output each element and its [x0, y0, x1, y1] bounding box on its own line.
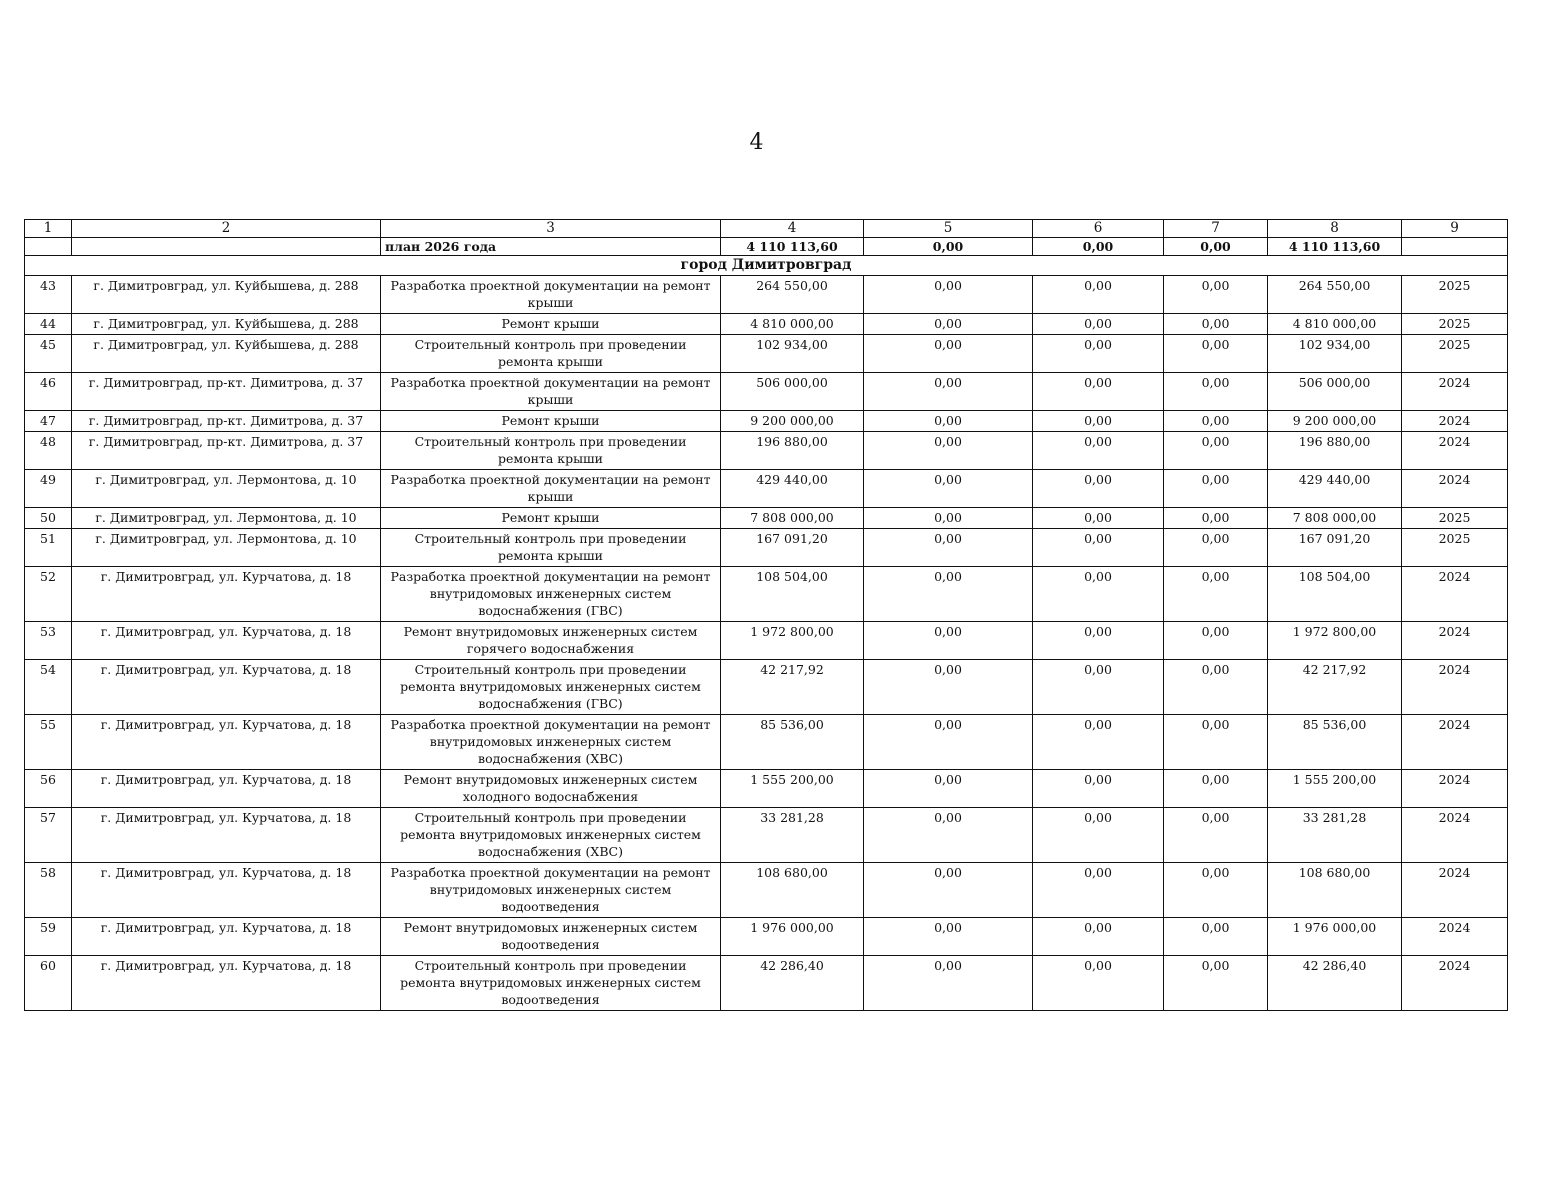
value-cell: 0,00 [1033, 373, 1164, 411]
row-number: 57 [25, 808, 72, 863]
column-number: 3 [381, 220, 721, 238]
address-cell: г. Димитровград, ул. Лермонтова, д. 10 [72, 508, 381, 529]
value-cell: 0,00 [1164, 432, 1268, 470]
year-cell: 2024 [1402, 863, 1508, 918]
table-row [25, 808, 1508, 863]
table-row [25, 622, 1508, 660]
plan-total-row [25, 238, 1508, 256]
year-cell: 2024 [1402, 622, 1508, 660]
total-cost-cell: 4 810 000,00 [721, 314, 864, 335]
table-row [25, 863, 1508, 918]
year-cell: 2024 [1402, 808, 1508, 863]
value-cell: 0,00 [864, 863, 1033, 918]
value-cell: 0,00 [864, 660, 1033, 715]
address-cell: г. Димитровград, ул. Курчатова, д. 18 [72, 660, 381, 715]
table-row [25, 956, 1508, 1011]
address-cell: г. Димитровград, пр-кт. Димитрова, д. 37 [72, 411, 381, 432]
table-row [25, 470, 1508, 508]
value-cell: 0,00 [864, 567, 1033, 622]
work-type-cell: Ремонт внутридомовых инженерных систем водоотведения [381, 918, 721, 956]
total-cost-cell: 42 286,40 [721, 956, 864, 1011]
value-cell: 0,00 [1033, 276, 1164, 314]
fund-cost-cell: 42 217,92 [1268, 660, 1402, 715]
value-cell: 0,00 [1164, 567, 1268, 622]
row-number: 46 [25, 373, 72, 411]
value-cell: 0,00 [864, 335, 1033, 373]
plan-fund-cost: 4 110 113,60 [1268, 238, 1402, 256]
total-cost-cell: 9 200 000,00 [721, 411, 864, 432]
work-type-cell: Разработка проектной документации на ремонт внутридомовых инженерных систем водоснабжения (ХВС) [381, 715, 721, 770]
table-row [25, 411, 1508, 432]
column-number: 2 [72, 220, 381, 238]
column-number: 4 [721, 220, 864, 238]
year-cell: 2024 [1402, 567, 1508, 622]
total-cost-cell: 85 536,00 [721, 715, 864, 770]
address-cell: г. Димитровград, ул. Лермонтова, д. 10 [72, 470, 381, 508]
value-cell: 0,00 [1164, 314, 1268, 335]
value-cell: 0,00 [864, 956, 1033, 1011]
work-type-cell: Строительный контроль при проведении ремонта внутридомовых инженерных систем водоотведения [381, 956, 721, 1011]
value-cell: 0,00 [1033, 622, 1164, 660]
total-cost-cell: 1 555 200,00 [721, 770, 864, 808]
row-number: 49 [25, 470, 72, 508]
total-cost-cell: 1 972 800,00 [721, 622, 864, 660]
table-row [25, 715, 1508, 770]
row-number: 55 [25, 715, 72, 770]
plan-value: 0,00 [1164, 238, 1268, 256]
total-cost-cell: 196 880,00 [721, 432, 864, 470]
plan-total-cost: 4 110 113,60 [721, 238, 864, 256]
value-cell: 0,00 [1033, 432, 1164, 470]
table-row [25, 314, 1508, 335]
address-cell: г. Димитровград, ул. Курчатова, д. 18 [72, 863, 381, 918]
value-cell: 0,00 [864, 622, 1033, 660]
table-row [25, 770, 1508, 808]
value-cell: 0,00 [1033, 918, 1164, 956]
value-cell: 0,00 [1164, 770, 1268, 808]
value-cell: 0,00 [864, 808, 1033, 863]
column-number: 1 [25, 220, 72, 238]
address-cell: г. Димитровград, ул. Курчатова, д. 18 [72, 808, 381, 863]
table-row [25, 567, 1508, 622]
value-cell: 0,00 [864, 276, 1033, 314]
table-row [25, 335, 1508, 373]
value-cell: 0,00 [864, 411, 1033, 432]
value-cell: 0,00 [1164, 622, 1268, 660]
year-cell: 2024 [1402, 956, 1508, 1011]
row-number: 60 [25, 956, 72, 1011]
value-cell: 0,00 [1164, 508, 1268, 529]
table-row [25, 276, 1508, 314]
address-cell: г. Димитровград, ул. Курчатова, д. 18 [72, 918, 381, 956]
fund-cost-cell: 196 880,00 [1268, 432, 1402, 470]
value-cell: 0,00 [864, 373, 1033, 411]
fund-cost-cell: 167 091,20 [1268, 529, 1402, 567]
row-number: 52 [25, 567, 72, 622]
work-type-cell: Ремонт внутридомовых инженерных систем горячего водоснабжения [381, 622, 721, 660]
value-cell: 0,00 [1164, 411, 1268, 432]
column-number: 5 [864, 220, 1033, 238]
column-number: 8 [1268, 220, 1402, 238]
value-cell: 0,00 [864, 508, 1033, 529]
fund-cost-cell: 9 200 000,00 [1268, 411, 1402, 432]
value-cell: 0,00 [1164, 863, 1268, 918]
value-cell: 0,00 [1033, 567, 1164, 622]
work-type-cell: Разработка проектной документации на ремонт крыши [381, 276, 721, 314]
work-type-cell: Ремонт крыши [381, 411, 721, 432]
work-type-cell: Ремонт внутридомовых инженерных систем холодного водоснабжения [381, 770, 721, 808]
year-cell: 2025 [1402, 335, 1508, 373]
column-number-header-row [25, 220, 1508, 238]
value-cell: 0,00 [1164, 715, 1268, 770]
fund-cost-cell: 1 555 200,00 [1268, 770, 1402, 808]
year-cell: 2024 [1402, 715, 1508, 770]
total-cost-cell: 167 091,20 [721, 529, 864, 567]
value-cell: 0,00 [1033, 715, 1164, 770]
table-row [25, 373, 1508, 411]
value-cell: 0,00 [1033, 660, 1164, 715]
total-cost-cell: 102 934,00 [721, 335, 864, 373]
address-cell: г. Димитровград, ул. Курчатова, д. 18 [72, 770, 381, 808]
value-cell: 0,00 [864, 432, 1033, 470]
plan-empty-cell [25, 238, 72, 256]
year-cell: 2024 [1402, 660, 1508, 715]
year-cell: 2025 [1402, 276, 1508, 314]
plan-label: план 2026 года [381, 238, 721, 256]
work-type-cell: Строительный контроль при проведении ремонта внутридомовых инженерных систем водоснабжения (ГВС) [381, 660, 721, 715]
table-row [25, 508, 1508, 529]
value-cell: 0,00 [1033, 956, 1164, 1011]
year-cell: 2024 [1402, 411, 1508, 432]
value-cell: 0,00 [1033, 808, 1164, 863]
row-number: 48 [25, 432, 72, 470]
row-number: 50 [25, 508, 72, 529]
address-cell: г. Димитровград, ул. Курчатова, д. 18 [72, 567, 381, 622]
value-cell: 0,00 [864, 770, 1033, 808]
value-cell: 0,00 [1033, 314, 1164, 335]
address-cell: г. Димитровград, ул. Куйбышева, д. 288 [72, 314, 381, 335]
plan-empty-cell [72, 238, 381, 256]
value-cell: 0,00 [1164, 373, 1268, 411]
column-number: 7 [1164, 220, 1268, 238]
fund-cost-cell: 429 440,00 [1268, 470, 1402, 508]
value-cell: 0,00 [1033, 529, 1164, 567]
value-cell: 0,00 [1164, 808, 1268, 863]
address-cell: г. Димитровград, ул. Курчатова, д. 18 [72, 622, 381, 660]
row-number: 45 [25, 335, 72, 373]
row-number: 59 [25, 918, 72, 956]
fund-cost-cell: 108 504,00 [1268, 567, 1402, 622]
total-cost-cell: 108 680,00 [721, 863, 864, 918]
total-cost-cell: 506 000,00 [721, 373, 864, 411]
value-cell: 0,00 [864, 314, 1033, 335]
address-cell: г. Димитровград, пр-кт. Димитрова, д. 37 [72, 373, 381, 411]
value-cell: 0,00 [1164, 335, 1268, 373]
fund-cost-cell: 4 810 000,00 [1268, 314, 1402, 335]
value-cell: 0,00 [1033, 470, 1164, 508]
value-cell: 0,00 [1033, 411, 1164, 432]
section-row [25, 256, 1508, 276]
row-number: 54 [25, 660, 72, 715]
total-cost-cell: 42 217,92 [721, 660, 864, 715]
value-cell: 0,00 [1164, 956, 1268, 1011]
work-type-cell: Разработка проектной документации на ремонт крыши [381, 373, 721, 411]
value-cell: 0,00 [1033, 335, 1164, 373]
value-cell: 0,00 [864, 470, 1033, 508]
fund-cost-cell: 108 680,00 [1268, 863, 1402, 918]
row-number: 44 [25, 314, 72, 335]
address-cell: г. Димитровград, ул. Курчатова, д. 18 [72, 956, 381, 1011]
address-cell: г. Димитровград, ул. Куйбышева, д. 288 [72, 335, 381, 373]
value-cell: 0,00 [864, 715, 1033, 770]
address-cell: г. Димитровград, ул. Куйбышева, д. 288 [72, 276, 381, 314]
total-cost-cell: 7 808 000,00 [721, 508, 864, 529]
row-number: 47 [25, 411, 72, 432]
work-type-cell: Разработка проектной документации на ремонт крыши [381, 470, 721, 508]
value-cell: 0,00 [864, 918, 1033, 956]
year-cell: 2024 [1402, 918, 1508, 956]
address-cell: г. Димитровград, ул. Курчатова, д. 18 [72, 715, 381, 770]
row-number: 58 [25, 863, 72, 918]
year-cell: 2025 [1402, 314, 1508, 335]
table-row [25, 660, 1508, 715]
total-cost-cell: 264 550,00 [721, 276, 864, 314]
fund-cost-cell: 33 281,28 [1268, 808, 1402, 863]
fund-cost-cell: 7 808 000,00 [1268, 508, 1402, 529]
work-type-cell: Строительный контроль при проведении ремонта внутридомовых инженерных систем водоснабжения (ХВС) [381, 808, 721, 863]
total-cost-cell: 429 440,00 [721, 470, 864, 508]
table-body [25, 220, 1508, 1011]
plan-value: 0,00 [864, 238, 1033, 256]
total-cost-cell: 1 976 000,00 [721, 918, 864, 956]
work-type-cell: Разработка проектной документации на ремонт внутридомовых инженерных систем водоотведения [381, 863, 721, 918]
row-number: 56 [25, 770, 72, 808]
year-cell: 2024 [1402, 770, 1508, 808]
row-number: 53 [25, 622, 72, 660]
total-cost-cell: 33 281,28 [721, 808, 864, 863]
value-cell: 0,00 [1164, 660, 1268, 715]
table-row [25, 432, 1508, 470]
fund-cost-cell: 1 976 000,00 [1268, 918, 1402, 956]
row-number: 43 [25, 276, 72, 314]
fund-cost-cell: 1 972 800,00 [1268, 622, 1402, 660]
work-type-cell: Ремонт крыши [381, 508, 721, 529]
value-cell: 0,00 [1164, 918, 1268, 956]
fund-cost-cell: 102 934,00 [1268, 335, 1402, 373]
value-cell: 0,00 [1033, 508, 1164, 529]
work-type-cell: Разработка проектной документации на ремонт внутридомовых инженерных систем водоснабжения (ГВС) [381, 567, 721, 622]
row-number: 51 [25, 529, 72, 567]
plan-empty-cell [1402, 238, 1508, 256]
column-number: 9 [1402, 220, 1508, 238]
value-cell: 0,00 [1033, 863, 1164, 918]
address-cell: г. Димитровград, ул. Лермонтова, д. 10 [72, 529, 381, 567]
year-cell: 2024 [1402, 373, 1508, 411]
value-cell: 0,00 [1164, 276, 1268, 314]
repair-plan-table [24, 219, 1508, 1011]
column-number: 6 [1033, 220, 1164, 238]
year-cell: 2024 [1402, 432, 1508, 470]
work-type-cell: Строительный контроль при проведении ремонта крыши [381, 335, 721, 373]
plan-value: 0,00 [1033, 238, 1164, 256]
page-number: 4 [749, 130, 764, 155]
fund-cost-cell: 264 550,00 [1268, 276, 1402, 314]
value-cell: 0,00 [1164, 529, 1268, 567]
year-cell: 2025 [1402, 508, 1508, 529]
section-title: город Димитровград [25, 256, 1508, 276]
address-cell: г. Димитровград, пр-кт. Димитрова, д. 37 [72, 432, 381, 470]
table-row [25, 918, 1508, 956]
work-type-cell: Ремонт крыши [381, 314, 721, 335]
fund-cost-cell: 42 286,40 [1268, 956, 1402, 1011]
value-cell: 0,00 [1033, 770, 1164, 808]
fund-cost-cell: 506 000,00 [1268, 373, 1402, 411]
fund-cost-cell: 85 536,00 [1268, 715, 1402, 770]
work-type-cell: Строительный контроль при проведении ремонта крыши [381, 529, 721, 567]
year-cell: 2024 [1402, 470, 1508, 508]
total-cost-cell: 108 504,00 [721, 567, 864, 622]
value-cell: 0,00 [864, 529, 1033, 567]
year-cell: 2025 [1402, 529, 1508, 567]
work-type-cell: Строительный контроль при проведении ремонта крыши [381, 432, 721, 470]
value-cell: 0,00 [1164, 470, 1268, 508]
table-row [25, 529, 1508, 567]
